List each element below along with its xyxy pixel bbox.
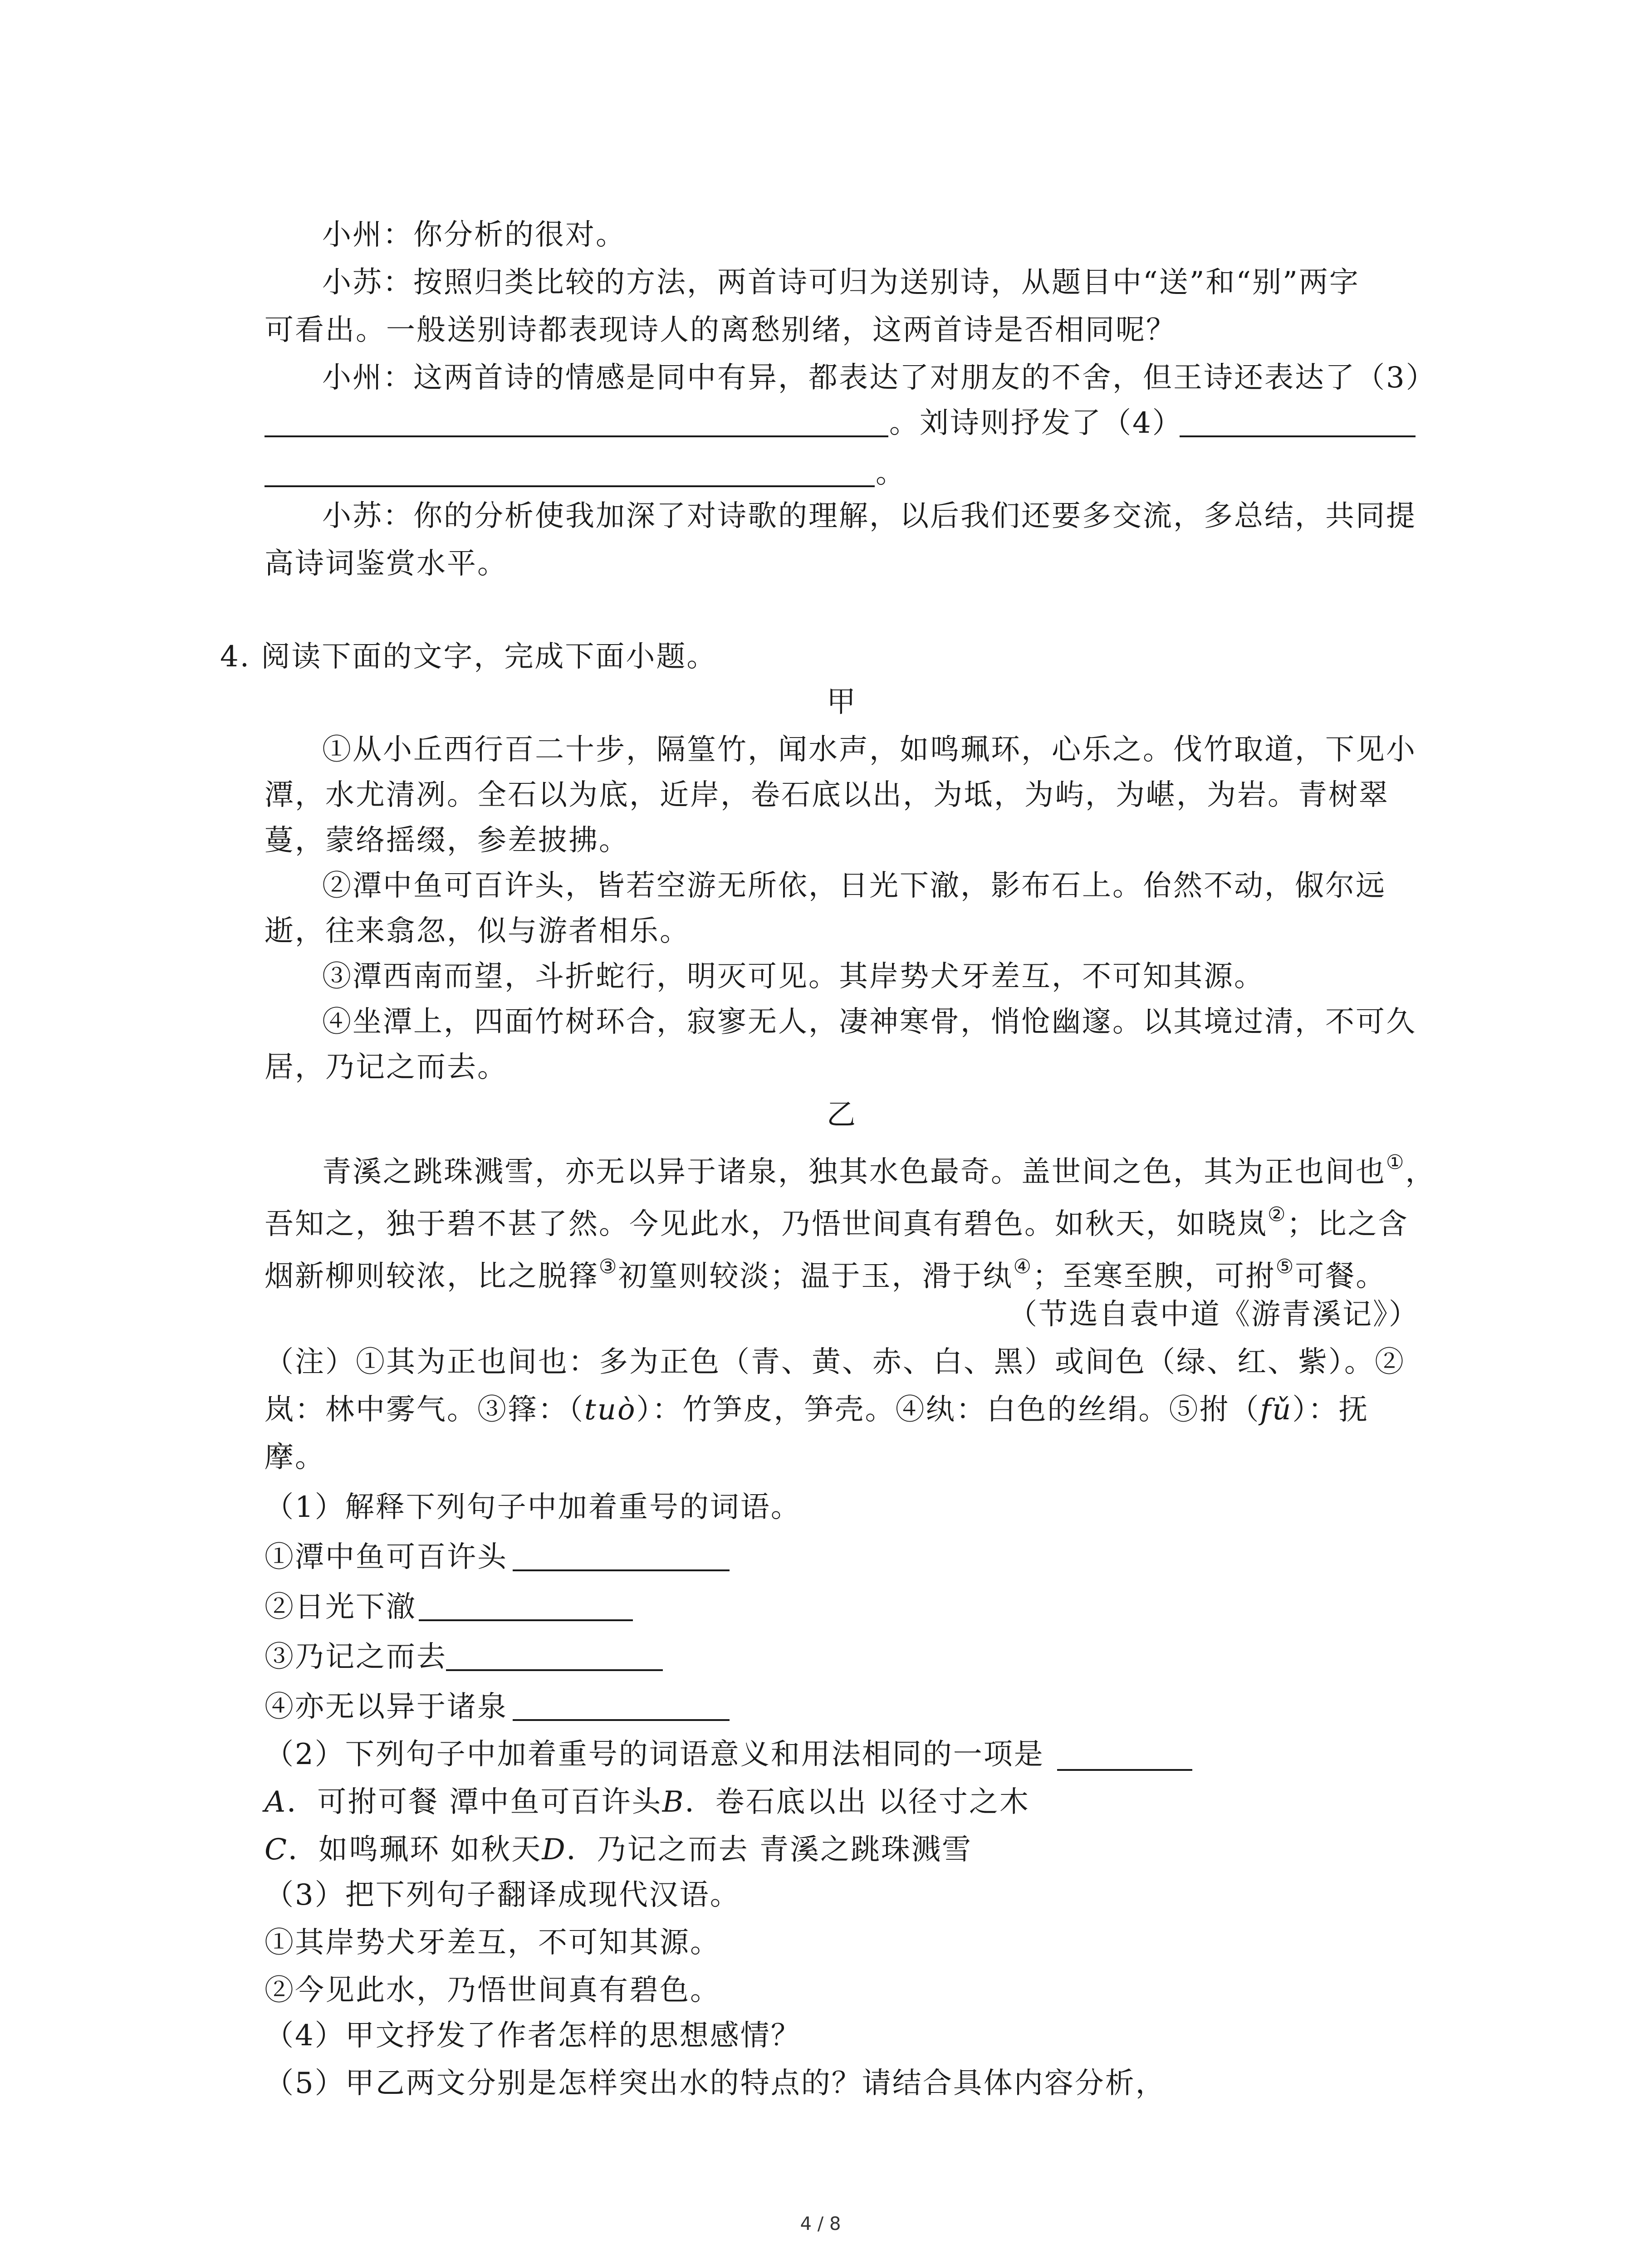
passage-line: 逝，往来翕忽，似与游者相乐。 xyxy=(265,914,690,948)
option-text: ．如鸣珮环 如秋天 xyxy=(288,1833,542,1867)
answer-blank-3[interactable] xyxy=(265,435,888,437)
passage-line xyxy=(265,1193,1419,1246)
pinyin: fǔ xyxy=(1260,1393,1293,1427)
dialogue-line: 高诗词鉴赏水平。 xyxy=(265,547,508,581)
dialogue-line: 。刘诗则抒发了（4） xyxy=(889,406,1183,440)
note-text: ）：抚 xyxy=(1292,1393,1369,1427)
footnote-marker: ② xyxy=(1268,1203,1287,1226)
option-label: D xyxy=(542,1833,567,1867)
passage-line xyxy=(322,1141,1436,1194)
note-line: （注）①其为正也间也：多为正色（青、黄、赤、白、黑）或间色（绿、红、紫）。② xyxy=(265,1345,1405,1379)
option-text: ．卷石底以出 以径寸之木 xyxy=(685,1785,1030,1819)
subquestion-title: （2）下列句子中加着重号的词语意义和用法相同的一项是 xyxy=(265,1738,1044,1771)
option-line xyxy=(265,1828,1419,1872)
subquestion-title: （1）解释下列句子中加着重号的词语。 xyxy=(265,1491,801,1524)
answer-blank[interactable] xyxy=(419,1619,633,1621)
passage-text: 烟新柳则较浓，比之脱箨 xyxy=(265,1260,599,1293)
dialogue-line: 小苏：你的分析使我加深了对诗歌的理解，以后我们还要多交流，多总结，共同提 xyxy=(322,499,1416,533)
subquestion-item: ②今见此水，乃悟世间真有碧色。 xyxy=(265,1974,720,2007)
passage-line: ①从小丘西行百二十步，隔篁竹，闻水声，如鸣珮环，心乐之。伐竹取道，下见小 xyxy=(322,733,1416,767)
subquestion-title: （3）把下列句子翻译成现代汉语。 xyxy=(265,1878,740,1912)
pinyin: tuò xyxy=(584,1393,637,1427)
dialogue-line: 小苏：按照归类比较的方法，两首诗可归为送别诗，从题目中“送”和“别”两字 xyxy=(322,266,1360,299)
answer-blank-4[interactable] xyxy=(1180,435,1416,437)
dialogue-line: 可看出。一般送别诗都表现诗人的离愁别绪，这两首诗是否相同呢？ xyxy=(265,313,1176,347)
question-title: 4. 阅读下面的文字，完成下面小题。 xyxy=(220,640,717,674)
subquestion-title: （5）甲乙两文分别是怎样突出水的特点的？请结合具体内容分析， xyxy=(265,2067,1166,2100)
note-text: ）：竹笋皮，笋壳。④纨：白色的丝绢。⑤拊（ xyxy=(636,1393,1260,1427)
passage-text: 青溪之跳珠溅雪，亦无以异于诸泉，独其水色最奇。盖世间之色，其为正也间也 xyxy=(322,1155,1386,1189)
passage-line: 蔓，蒙络摇缀，参差披拂。 xyxy=(265,824,629,857)
section-heading-yi: 乙 xyxy=(827,1098,857,1132)
note-line xyxy=(265,1388,1419,1432)
footnote-marker: ③ xyxy=(599,1255,618,1278)
answer-blank[interactable] xyxy=(513,1569,730,1571)
footnote-marker: ④ xyxy=(1013,1255,1033,1278)
passage-text: 初篁则较淡；温于玉，滑于纨 xyxy=(618,1260,1014,1293)
page-number: 4 / 8 xyxy=(800,2214,841,2234)
subquestion-title: （4）甲文抒发了作者怎样的思想感情？ xyxy=(265,2019,801,2053)
dialogue-line: 小州：这两首诗的情感是同中有异，都表达了对朋友的不舍，但王诗还表达了（3） xyxy=(322,361,1436,395)
passage-text: ；比之含 xyxy=(1287,1207,1409,1241)
option-line xyxy=(265,1780,1419,1824)
answer-blank[interactable] xyxy=(513,1719,730,1721)
option-text: ．乃记之而去 青溪之跳珠溅雪 xyxy=(566,1833,972,1867)
dialogue-line: 。 xyxy=(876,456,906,490)
passage-line xyxy=(265,1245,1419,1298)
passage-line: ②潭中鱼可百许头，皆若空游无所依，日光下澈，影布石上。佁然不动，俶尔远 xyxy=(322,869,1386,903)
option-label: B xyxy=(662,1785,685,1819)
note-line: 摩。 xyxy=(265,1441,325,1474)
subquestion-item: ③乃记之而去 xyxy=(265,1640,447,1674)
subquestion-item: ①潭中鱼可百许头 xyxy=(265,1540,508,1574)
source-citation: （节选自袁中道《游青溪记》） xyxy=(1008,1298,1419,1331)
section-heading-jia: 甲 xyxy=(827,685,857,719)
passage-text: 吾知之，独于碧不甚了然。今见此水，乃悟世间真有碧色。如秋天，如晓岚 xyxy=(265,1207,1268,1241)
option-label: C xyxy=(265,1833,288,1867)
footnote-marker: ① xyxy=(1386,1151,1406,1174)
answer-blank[interactable] xyxy=(446,1669,663,1671)
option-text: ．可拊可餐 潭中鱼可百许头 xyxy=(287,1785,662,1819)
subquestion-item: ①其岸势犬牙差互，不可知其源。 xyxy=(265,1926,720,1960)
footnote-marker: ⑤ xyxy=(1275,1255,1295,1278)
subquestion-item: ②日光下澈 xyxy=(265,1590,416,1624)
note-text: 岚：林中雾气。③箨：（ xyxy=(265,1393,584,1427)
answer-blank-4-cont[interactable] xyxy=(265,485,875,487)
passage-line: 居，乃记之而去。 xyxy=(265,1051,508,1084)
passage-line: ④坐潭上，四面竹树环合，寂寥无人，凄神寒骨，悄怆幽邃。以其境过清，不可久 xyxy=(322,1005,1416,1039)
passage-text: ， xyxy=(1405,1155,1436,1189)
passage-line: ③潭西南而望，斗折蛇行，明灭可见。其岸势犬牙差互，不可知其源。 xyxy=(322,960,1264,993)
option-label: A xyxy=(265,1785,287,1819)
passage-line: 潭，水尤清冽。全石以为底，近岸，卷石底以出，为坻，为屿，为嵁，为岩。青树翠 xyxy=(265,778,1389,812)
passage-text: ；至寒至腴，可拊 xyxy=(1032,1260,1276,1293)
subquestion-item: ④亦无以异于诸泉 xyxy=(265,1690,508,1724)
dialogue-line: 小州：你分析的很对。 xyxy=(322,218,626,252)
passage-text: 可餐。 xyxy=(1295,1260,1386,1293)
answer-blank[interactable] xyxy=(1057,1769,1192,1771)
